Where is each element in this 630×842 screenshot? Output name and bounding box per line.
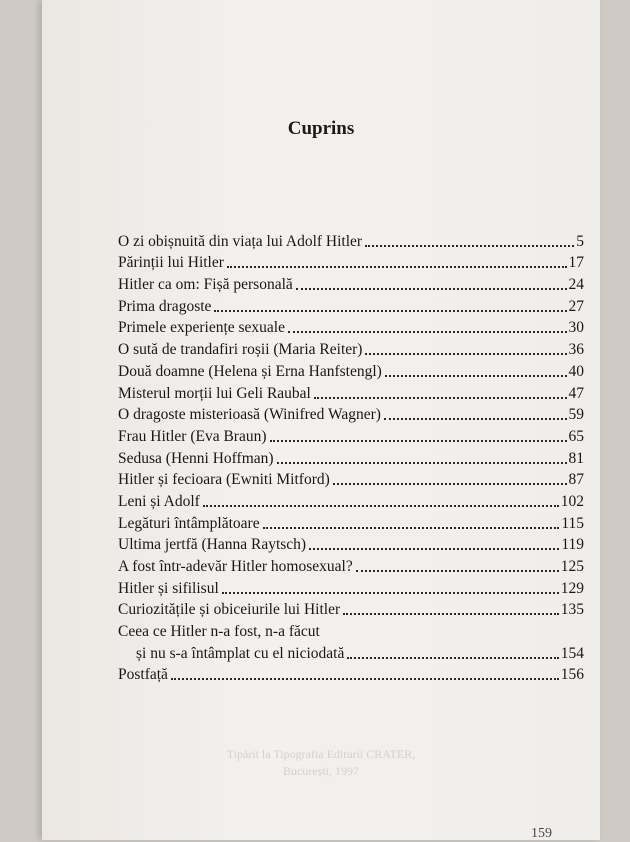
toc-entry-title: A fost într-adevăr Hitler homosexual? bbox=[118, 558, 353, 575]
toc-entry bbox=[118, 641, 584, 663]
dot-leader bbox=[296, 288, 567, 290]
toc-entry-page: 30 bbox=[568, 319, 584, 337]
toc-entry bbox=[118, 294, 584, 316]
toc-entry-title: Ceea ce Hitler n-a fost, n-a făcut bbox=[118, 623, 320, 641]
toc-entry-title: Prima dragoste bbox=[118, 297, 212, 315]
dot-leader bbox=[227, 266, 567, 268]
toc-entry bbox=[118, 251, 584, 273]
dot-leader bbox=[277, 462, 567, 464]
dot-leader bbox=[309, 548, 559, 550]
dot-leader bbox=[385, 375, 567, 377]
imprint-line: București, 1997 bbox=[283, 764, 359, 778]
toc-entry bbox=[118, 272, 584, 294]
toc-entry bbox=[118, 598, 584, 620]
page-title: Cuprins bbox=[287, 118, 355, 139]
dot-leader bbox=[356, 570, 559, 572]
toc-entry bbox=[118, 316, 584, 338]
page-number: 159 bbox=[531, 826, 552, 841]
toc-entry-title: Hitler și sifilisul bbox=[118, 579, 219, 597]
toc-entry-page: 125 bbox=[560, 558, 584, 575]
toc-entry-title: Postfață bbox=[118, 666, 168, 684]
toc-entry-page: 81 bbox=[568, 449, 584, 467]
toc-entry bbox=[118, 663, 584, 685]
dot-leader bbox=[384, 418, 567, 420]
toc-entry-page: 24 bbox=[568, 276, 584, 294]
toc-entry-title: Sedusa (Henni Hoffman) bbox=[118, 449, 274, 467]
toc-entry bbox=[118, 554, 584, 576]
toc-entry bbox=[118, 576, 584, 598]
toc-entry-page: 65 bbox=[568, 427, 584, 445]
toc-entry-title: Legături întâmplătoare bbox=[118, 514, 260, 532]
toc-entry bbox=[118, 468, 584, 490]
book-page bbox=[42, 0, 600, 840]
dot-leader bbox=[171, 678, 559, 680]
toc-entry bbox=[118, 511, 584, 533]
dot-leader bbox=[347, 657, 558, 659]
dot-leader bbox=[214, 310, 566, 312]
toc-entry-page: 87 bbox=[568, 471, 584, 489]
dot-leader bbox=[288, 331, 567, 333]
dot-leader bbox=[333, 483, 567, 485]
toc-entry-page: 40 bbox=[568, 362, 584, 380]
toc-entry-title: Curiozitățile și obiceiurile lui Hitler bbox=[118, 601, 341, 619]
toc-entry-title: Hitler ca om: Fișă personală bbox=[118, 276, 293, 294]
dot-leader bbox=[365, 353, 566, 355]
toc-entry bbox=[118, 337, 584, 359]
toc-entry bbox=[118, 403, 584, 425]
toc-entry-title: Primele experiențe sexuale bbox=[118, 319, 285, 337]
printer-imprint bbox=[42, 746, 600, 780]
dot-leader bbox=[263, 527, 560, 529]
toc-entry-page: 47 bbox=[568, 384, 584, 402]
toc-entry-page: 36 bbox=[568, 341, 584, 359]
toc-entry-title: Ultima jertfă (Hanna Raytsch) bbox=[118, 536, 307, 554]
toc-entry bbox=[118, 381, 584, 403]
toc-entry-first-line bbox=[118, 619, 584, 641]
toc-entry-page: 129 bbox=[560, 579, 584, 597]
toc-entry-page: 27 bbox=[568, 297, 584, 315]
toc-entry-title: O zi obișnuită din viața lui Adolf Hitler bbox=[118, 232, 363, 250]
toc-entry-title: Hitler și fecioara (Ewniti Mitford) bbox=[118, 471, 330, 489]
toc-entry-page: 154 bbox=[560, 644, 584, 662]
toc-entry-page: 135 bbox=[560, 601, 584, 619]
toc-entry-page: 115 bbox=[561, 514, 584, 532]
toc-entry-title: Frau Hitler (Eva Braun) bbox=[118, 427, 267, 445]
toc-entry-title: O sută de trandafiri roșii (Maria Reiter) bbox=[118, 341, 363, 359]
toc-entry-page: 156 bbox=[560, 666, 584, 684]
toc-entry-title: Părinții lui Hitler bbox=[118, 254, 224, 272]
dot-leader bbox=[314, 397, 567, 399]
dot-leader bbox=[365, 245, 574, 247]
dot-leader bbox=[270, 440, 567, 442]
toc-entry-page: 5 bbox=[576, 232, 584, 250]
toc-entry bbox=[118, 424, 584, 446]
toc-entry bbox=[118, 533, 584, 555]
toc-entry bbox=[118, 446, 584, 468]
dot-leader bbox=[222, 592, 559, 594]
toc-entry-page: 17 bbox=[568, 254, 584, 272]
dot-leader bbox=[203, 505, 559, 507]
toc-entry-title: Misterul morții lui Geli Raubal bbox=[118, 384, 311, 402]
dot-leader bbox=[343, 613, 559, 615]
table-of-contents bbox=[118, 229, 584, 684]
toc-entry-page: 102 bbox=[560, 492, 584, 510]
toc-entry-title: O dragoste misterioasă (Winifred Wagner) bbox=[118, 406, 381, 424]
toc-entry bbox=[118, 489, 584, 511]
toc-entry-title: Leni și Adolf bbox=[118, 492, 200, 510]
toc-entry-page: 119 bbox=[561, 536, 584, 554]
imprint-line: Tipărit la Tipografia Editurii CRATER, bbox=[226, 747, 416, 761]
toc-entry-title-continuation: și nu s-a întâmplat cu el niciodată bbox=[136, 644, 345, 662]
toc-entry-page: 59 bbox=[568, 406, 584, 424]
toc-entry bbox=[118, 359, 584, 381]
toc-entry-title: Două doamne (Helena și Erna Hanfstengl) bbox=[118, 362, 382, 380]
toc-entry bbox=[118, 229, 584, 251]
